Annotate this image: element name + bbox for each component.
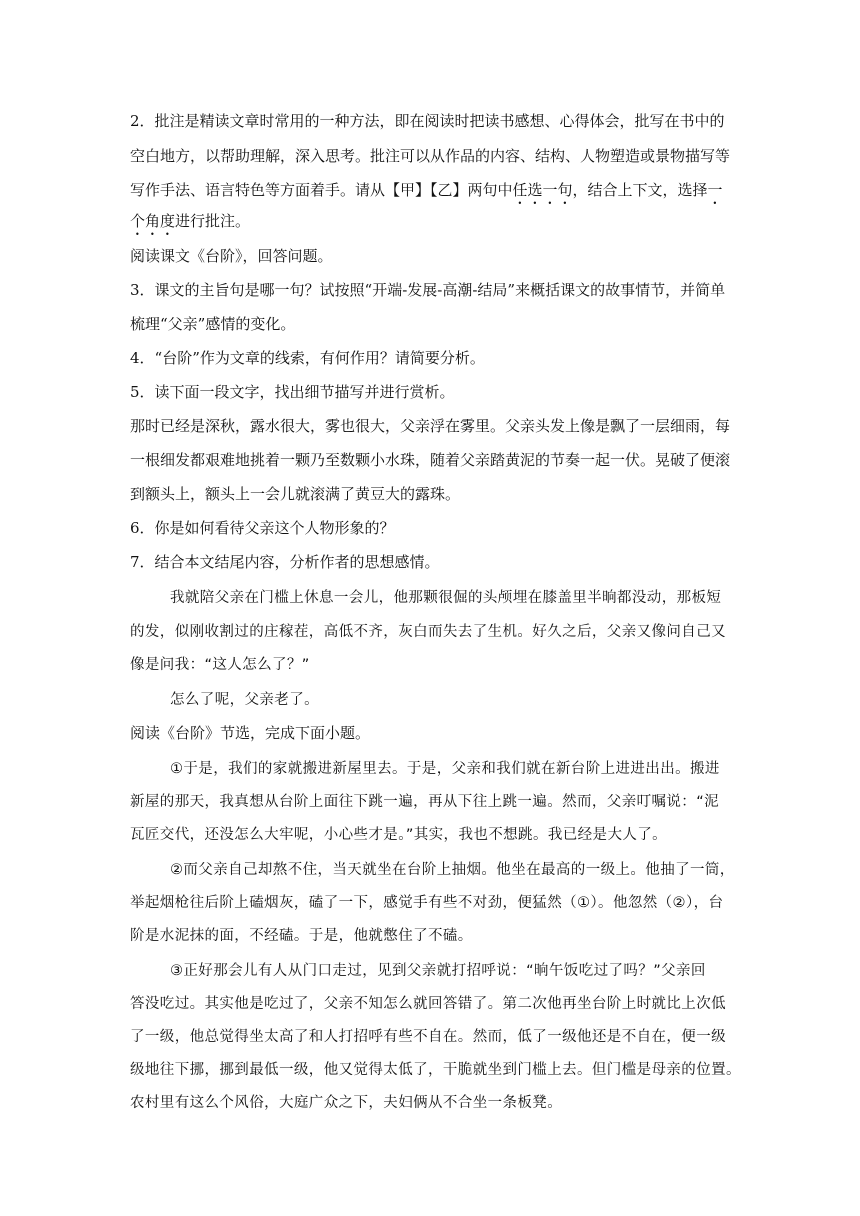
excerpt-p2-line-3: 阶是水泥抹的面，不经磕。于是，他就憋住了不磕。 bbox=[130, 928, 473, 944]
excerpt-p1-line-3: 瓦匠交代，还没怎么大牢呢，小心些才是。”其实，我也不想跳。我已经是大人了。 bbox=[130, 827, 668, 843]
ending-passage-line-4: 怎么了呢，父亲老了。 bbox=[170, 692, 319, 708]
q2-emphasis-one: 一 bbox=[707, 181, 723, 199]
q6: 6．你是如何看待父亲这个人物形象的？ bbox=[130, 519, 395, 537]
q2-emphasis-angle: 个角度 bbox=[130, 212, 176, 230]
excerpt-p2-line-1: ②而父亲自己却熬不住，当天就坐在台阶上抽烟。他坐在最高的一级上。他抽了一筒， bbox=[170, 862, 735, 878]
q2-emphasis-choose-one: 任选一句 bbox=[512, 181, 573, 199]
q5-passage-line-3: 到额头上，额头上一会儿就滚满了黄豆大的露珠。 bbox=[130, 485, 461, 503]
q2-line-1: 2．批注是精读文章时常用的一种方法，即在阅读时把读书感想、心得体会，批写在书中的 bbox=[130, 112, 725, 130]
excerpt-p1-line-1: ①于是，我们的家就搬进新屋里去。于是，父亲和我们就在新台阶上进进出出。搬进 bbox=[170, 761, 720, 777]
q5: 5．读下面一段文字，找出细节描写并进行赏析。 bbox=[130, 383, 455, 401]
excerpt-p3-line-1: ③正好那会儿有人从门口走过，见到父亲就打招呼说：“晌午饭吃过了吗？”父亲回 bbox=[170, 963, 706, 979]
q3-line-1: 3．课文的主旨句是哪一句？试按照“开端-发展-高潮-结局”来概括课文的故事情节，并简单 bbox=[130, 281, 726, 299]
excerpt-p2-line-2: 举起烟枪往后阶上磕烟灰，磕了一下，感觉手有些不对劲，便猛然（①）。他忽然（②），台 bbox=[130, 895, 724, 911]
q2-line-3-text: 写作手法、语言特色等方面着手。请从【甲】【乙】两句中 bbox=[130, 181, 513, 199]
q2-line-4 bbox=[130, 210, 250, 239]
excerpt-p3-line-4: 级地往下挪，挪到最低一级，他又觉得太低了，干脆就坐到门槛上去。但门槛是母亲的位置。 bbox=[130, 1062, 741, 1078]
excerpt-p3-line-5: 农村里有这么个风俗，大庭广众之下，夫妇俩从不合坐一条板凳。 bbox=[130, 1095, 563, 1111]
q2-line-2: 空白地方，以帮助理解，深入思考。批注可以从作品的内容、结构、人物塑造或景物描写等 bbox=[130, 147, 731, 165]
excerpt-p3-line-3: 了一级，他总觉得坐太高了和人打招呼有些不自在。然而，低了一级他还是不自在，便一级 bbox=[130, 1029, 726, 1045]
section-intro-2: 阅读《台阶》节选，完成下面小题。 bbox=[130, 724, 371, 742]
q7: 7．结合本文结尾内容，分析作者的思想感情。 bbox=[130, 553, 440, 571]
ending-passage-line-1: 我就陪父亲在门槛上休息一会儿，他那颗很倔的头颅埋在膝盖里半晌都没动，那板短 bbox=[170, 590, 722, 606]
q2-line-4-text: 进行批注。 bbox=[175, 212, 251, 230]
q2-line-3 bbox=[130, 179, 723, 208]
excerpt-p1-line-2: 新屋的那天，我真想从台阶上面往下跳一遍，再从下往上跳一遍。然而，父亲叮嘱说：“泥 bbox=[130, 794, 720, 810]
ending-passage-line-2: 的发，似刚收割过的庄稼茬，高低不齐，灰白而失去了生机。好久之后，父亲又像问自己又 bbox=[130, 624, 726, 640]
ending-passage-line-3: 像是问我：“这人怎么了？” bbox=[130, 657, 310, 673]
q5-passage-line-2: 一根细发都艰难地挑着一颗乃至数颗小水珠，随着父亲踏黄泥的节奏一起一伏。晃破了便滚 bbox=[130, 451, 731, 469]
excerpt-p3-line-2: 答没吃过。其实他是吃过了，父亲不知怎么就回答错了。第二次他再坐台阶上时就比上次低 bbox=[130, 996, 726, 1012]
q3-line-2: 梳理“父亲”感情的变化。 bbox=[130, 315, 296, 333]
section-intro-1: 阅读课文《台阶》，回答问题。 bbox=[130, 247, 333, 265]
q2-line-3-text-2: ，结合上下文，选择 bbox=[572, 181, 708, 199]
q4: 4．“台阶”作为文章的线索，有何作用？请简要分析。 bbox=[130, 349, 485, 367]
q5-passage-line-1: 那时已经是深秋，露水很大，雾也很大，父亲浮在雾里。父亲头发上像是飘了一层细雨，每 bbox=[130, 417, 731, 435]
